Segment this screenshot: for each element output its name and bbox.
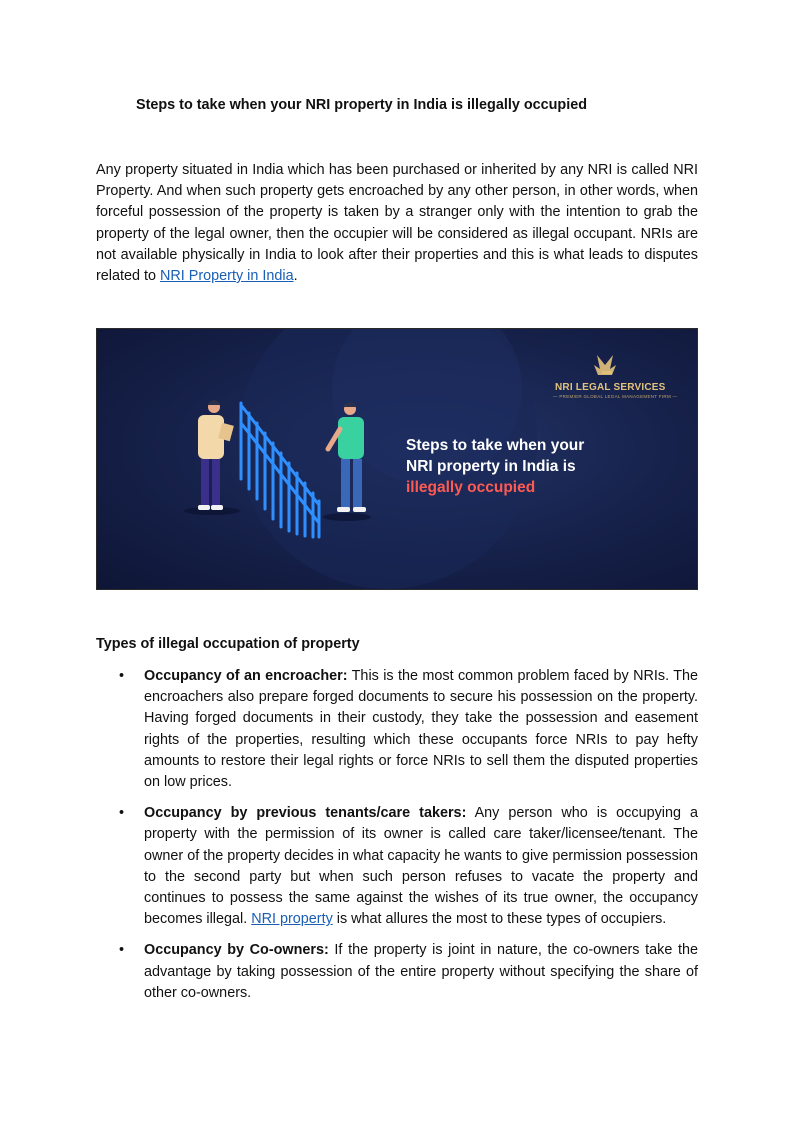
list-item [119, 666, 698, 793]
banner-heading [406, 435, 584, 498]
intro-end: . [293, 268, 298, 285]
bullet-text-end: is what allures the most to these types of occupiers. [332, 911, 667, 928]
section-heading: Types of illegal occupation of property [96, 636, 360, 652]
list-item [119, 940, 698, 1004]
intro-paragraph [96, 160, 698, 287]
banner-image [96, 328, 698, 590]
bullet-icon: • [119, 805, 125, 822]
list-item [119, 803, 698, 930]
document-title: Steps to take when your NRI property in India is illegally occupied [136, 97, 588, 113]
bullet-text: Any person who is occupying a property with the permission of its owner is called care taker/licensee/tenant. The owner of the property decides in what capacity he wants to give permission possession to the second party but when such person refuses to vacate the property and continues to possess the same against the wishes of its true owner, the occupancy becomes illegal. [144, 805, 698, 928]
bullet-label: Occupancy by previous tenants/care takers: [144, 805, 467, 822]
bullet-label: Occupancy by Co-owners: [144, 942, 329, 959]
bullet-icon: • [119, 942, 125, 959]
person-with-clipboard-icon [198, 400, 234, 510]
intro-text: Any property situated in India which has been purchased or inherited by any NRI is called NRI Property. And when such property gets encroached by any other person, in other words, when forceful possession of the property is taken by a stranger only with the intention to grab the property of the legal owner, then the occupier will be considered as illegal occupant. NRIs are not available physically in India to look after their properties and this is what leads to disputes related to [96, 162, 698, 285]
bullet-text: If the property is joint in nature, the co-owners take the advantage by taking possession of the entire property without specifying the share of other co-owners. [144, 942, 698, 1001]
banner-illustration [97, 329, 697, 589]
logo-name: NRI LEGAL SERVICES [555, 382, 666, 393]
bullet-icon: • [119, 668, 125, 684]
banner-line-3: illegally occupied [406, 479, 536, 496]
bullet-list [119, 666, 698, 1004]
nri-property-in-india-link[interactable]: NRI Property in India [160, 268, 294, 285]
nri-legal-services-logo-icon [594, 355, 616, 375]
logo-tagline: — PREMIER GLOBAL LEGAL MANAGEMENT FIRM — [553, 394, 678, 399]
banner-line-1: Steps to take when your [406, 437, 585, 454]
nri-property-link[interactable]: NRI property [251, 911, 333, 928]
bullet-text: This is the most common problem faced by NRIs. The encroachers also prepare forged documents to secure his possession on the property. Having forged documents in their custody, they take the possession and easement rights of the properties, resulting which these occupants force NRIs to pay hefty amounts to restore their legal rights or force NRIs to sell them the disputed properties on low prices. [144, 668, 698, 791]
banner-line-2: NRI property in India is [406, 458, 576, 475]
bullet-label: Occupancy of an encroacher: [144, 668, 348, 684]
